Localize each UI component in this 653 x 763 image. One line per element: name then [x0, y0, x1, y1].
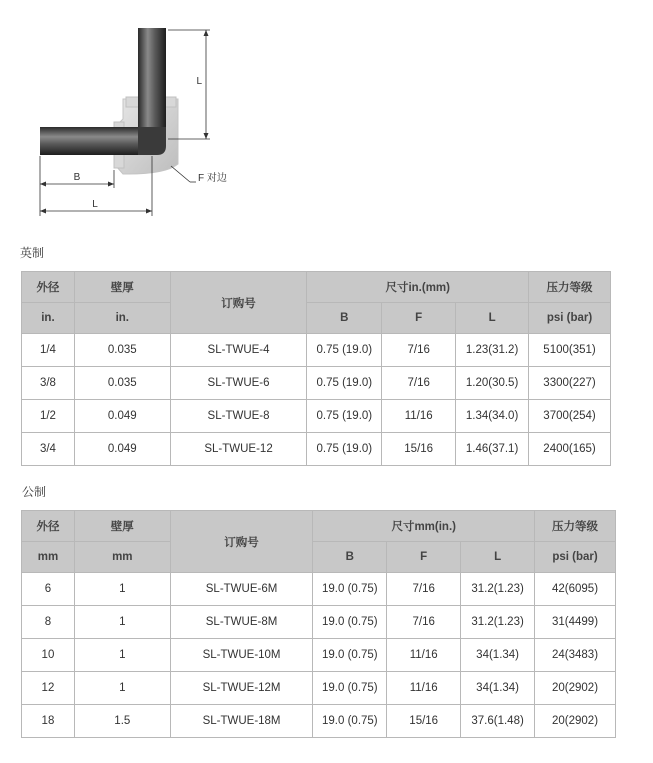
elbow-fitting-diagram	[18, 14, 258, 224]
imperial-section-label: 英制	[20, 246, 45, 260]
table-row	[22, 334, 611, 367]
header-pressure: 压力等级	[535, 511, 616, 542]
cell-pressure: 5100(351)	[529, 334, 611, 367]
cell-dim-b: 0.75 (19.0)	[307, 367, 382, 400]
dimension-l-horizontal-label: L	[92, 199, 98, 210]
dimension-f-label: F 对边	[198, 173, 227, 184]
cell-dim-b: 0.75 (19.0)	[307, 433, 382, 466]
cell-dim-l: 37.6(1.48)	[461, 705, 535, 738]
cell-pressure: 20(2902)	[535, 672, 616, 705]
cell-dim-b: 0.75 (19.0)	[307, 334, 382, 367]
cell-pressure: 3300(227)	[529, 367, 611, 400]
cell-od: 3/8	[22, 367, 75, 400]
cell-od: 3/4	[22, 433, 75, 466]
cell-dim-l: 31.2(1.23)	[461, 606, 535, 639]
header-od: 外径	[22, 272, 75, 303]
cell-od: 6	[22, 573, 75, 606]
cell-dim-b: 19.0 (0.75)	[313, 672, 387, 705]
header-pressure: 压力等级	[529, 272, 611, 303]
cell-dim-l: 34(1.34)	[461, 672, 535, 705]
cell-pressure: 3700(254)	[529, 400, 611, 433]
header-pressure-unit: psi (bar)	[529, 303, 611, 334]
cell-dim-b: 0.75 (19.0)	[307, 400, 382, 433]
header-pressure-unit: psi (bar)	[535, 542, 616, 573]
cell-pressure: 31(4499)	[535, 606, 616, 639]
cell-pressure: 42(6095)	[535, 573, 616, 606]
header-od-unit: in.	[22, 303, 75, 334]
cell-dim-b: 19.0 (0.75)	[313, 606, 387, 639]
table-row	[22, 400, 611, 433]
table-row	[22, 433, 611, 466]
cell-dim-f: 11/16	[387, 672, 461, 705]
horizontal-tube	[40, 127, 150, 155]
cell-order-number: SL-TWUE-4	[170, 334, 307, 367]
cell-order-number: SL-TWUE-18M	[170, 705, 313, 738]
cell-wall: 0.035	[74, 334, 170, 367]
header-order-number: 订购号	[170, 272, 307, 334]
cell-od: 18	[22, 705, 75, 738]
cell-order-number: SL-TWUE-12M	[170, 672, 313, 705]
cell-wall: 1.5	[74, 705, 170, 738]
header-dim-f: F	[382, 303, 456, 334]
header-od-unit: mm	[22, 542, 75, 573]
header-dim-f: F	[387, 542, 461, 573]
cell-od: 10	[22, 639, 75, 672]
cell-pressure: 2400(165)	[529, 433, 611, 466]
cell-dim-l: 31.2(1.23)	[461, 573, 535, 606]
header-dim-b: B	[313, 542, 387, 573]
imperial-spec-table	[21, 271, 611, 466]
header-wall-unit: mm	[74, 542, 170, 573]
dimension-l-vertical-label: L	[196, 76, 202, 87]
header-dimensions: 尺寸mm(in.)	[313, 511, 535, 542]
cell-order-number: SL-TWUE-8M	[170, 606, 313, 639]
cell-od: 12	[22, 672, 75, 705]
table-row	[22, 672, 616, 705]
cell-pressure: 20(2902)	[535, 705, 616, 738]
cell-order-number: SL-TWUE-6M	[170, 573, 313, 606]
cell-dim-f: 15/16	[387, 705, 461, 738]
header-od: 外径	[22, 511, 75, 542]
header-dim-l: L	[461, 542, 535, 573]
cell-order-number: SL-TWUE-10M	[170, 639, 313, 672]
cell-wall: 1	[74, 639, 170, 672]
cell-od: 1/2	[22, 400, 75, 433]
cell-wall: 0.049	[74, 433, 170, 466]
cell-dim-f: 7/16	[382, 334, 456, 367]
header-wall-unit: in.	[74, 303, 170, 334]
cell-dim-f: 15/16	[382, 433, 456, 466]
cell-dim-b: 19.0 (0.75)	[313, 573, 387, 606]
header-dim-l: L	[456, 303, 529, 334]
cell-wall: 1	[74, 606, 170, 639]
metric-section-label: 公制	[22, 485, 47, 499]
table-row	[22, 573, 616, 606]
dimension-b-label: B	[73, 172, 81, 183]
cell-dim-f: 7/16	[382, 367, 456, 400]
cell-dim-f: 11/16	[382, 400, 456, 433]
table-row	[22, 705, 616, 738]
header-dim-b: B	[307, 303, 382, 334]
cell-dim-f: 7/16	[387, 606, 461, 639]
table-row	[22, 639, 616, 672]
elbow-corner	[138, 127, 166, 155]
cell-dim-b: 19.0 (0.75)	[313, 639, 387, 672]
cell-wall: 1	[74, 573, 170, 606]
cell-wall: 0.035	[74, 367, 170, 400]
cell-dim-f: 7/16	[387, 573, 461, 606]
cell-dim-l: 1.20(30.5)	[456, 367, 529, 400]
cell-od: 8	[22, 606, 75, 639]
cell-wall: 0.049	[74, 400, 170, 433]
cell-pressure: 24(3483)	[535, 639, 616, 672]
table-row	[22, 367, 611, 400]
cell-od: 1/4	[22, 334, 75, 367]
cell-order-number: SL-TWUE-8	[170, 400, 307, 433]
header-wall: 壁厚	[74, 511, 170, 542]
cell-dim-l: 1.23(31.2)	[456, 334, 529, 367]
header-wall: 壁厚	[74, 272, 170, 303]
cell-order-number: SL-TWUE-12	[170, 433, 307, 466]
cell-order-number: SL-TWUE-6	[170, 367, 307, 400]
metric-spec-table	[21, 510, 616, 738]
cell-dim-l: 34(1.34)	[461, 639, 535, 672]
cell-dim-f: 11/16	[387, 639, 461, 672]
cell-dim-b: 19.0 (0.75)	[313, 705, 387, 738]
cell-wall: 1	[74, 672, 170, 705]
cell-dim-l: 1.34(34.0)	[456, 400, 529, 433]
table-row	[22, 606, 616, 639]
header-dimensions: 尺寸in.(mm)	[307, 272, 529, 303]
header-order-number: 订购号	[170, 511, 313, 573]
cell-dim-l: 1.46(37.1)	[456, 433, 529, 466]
